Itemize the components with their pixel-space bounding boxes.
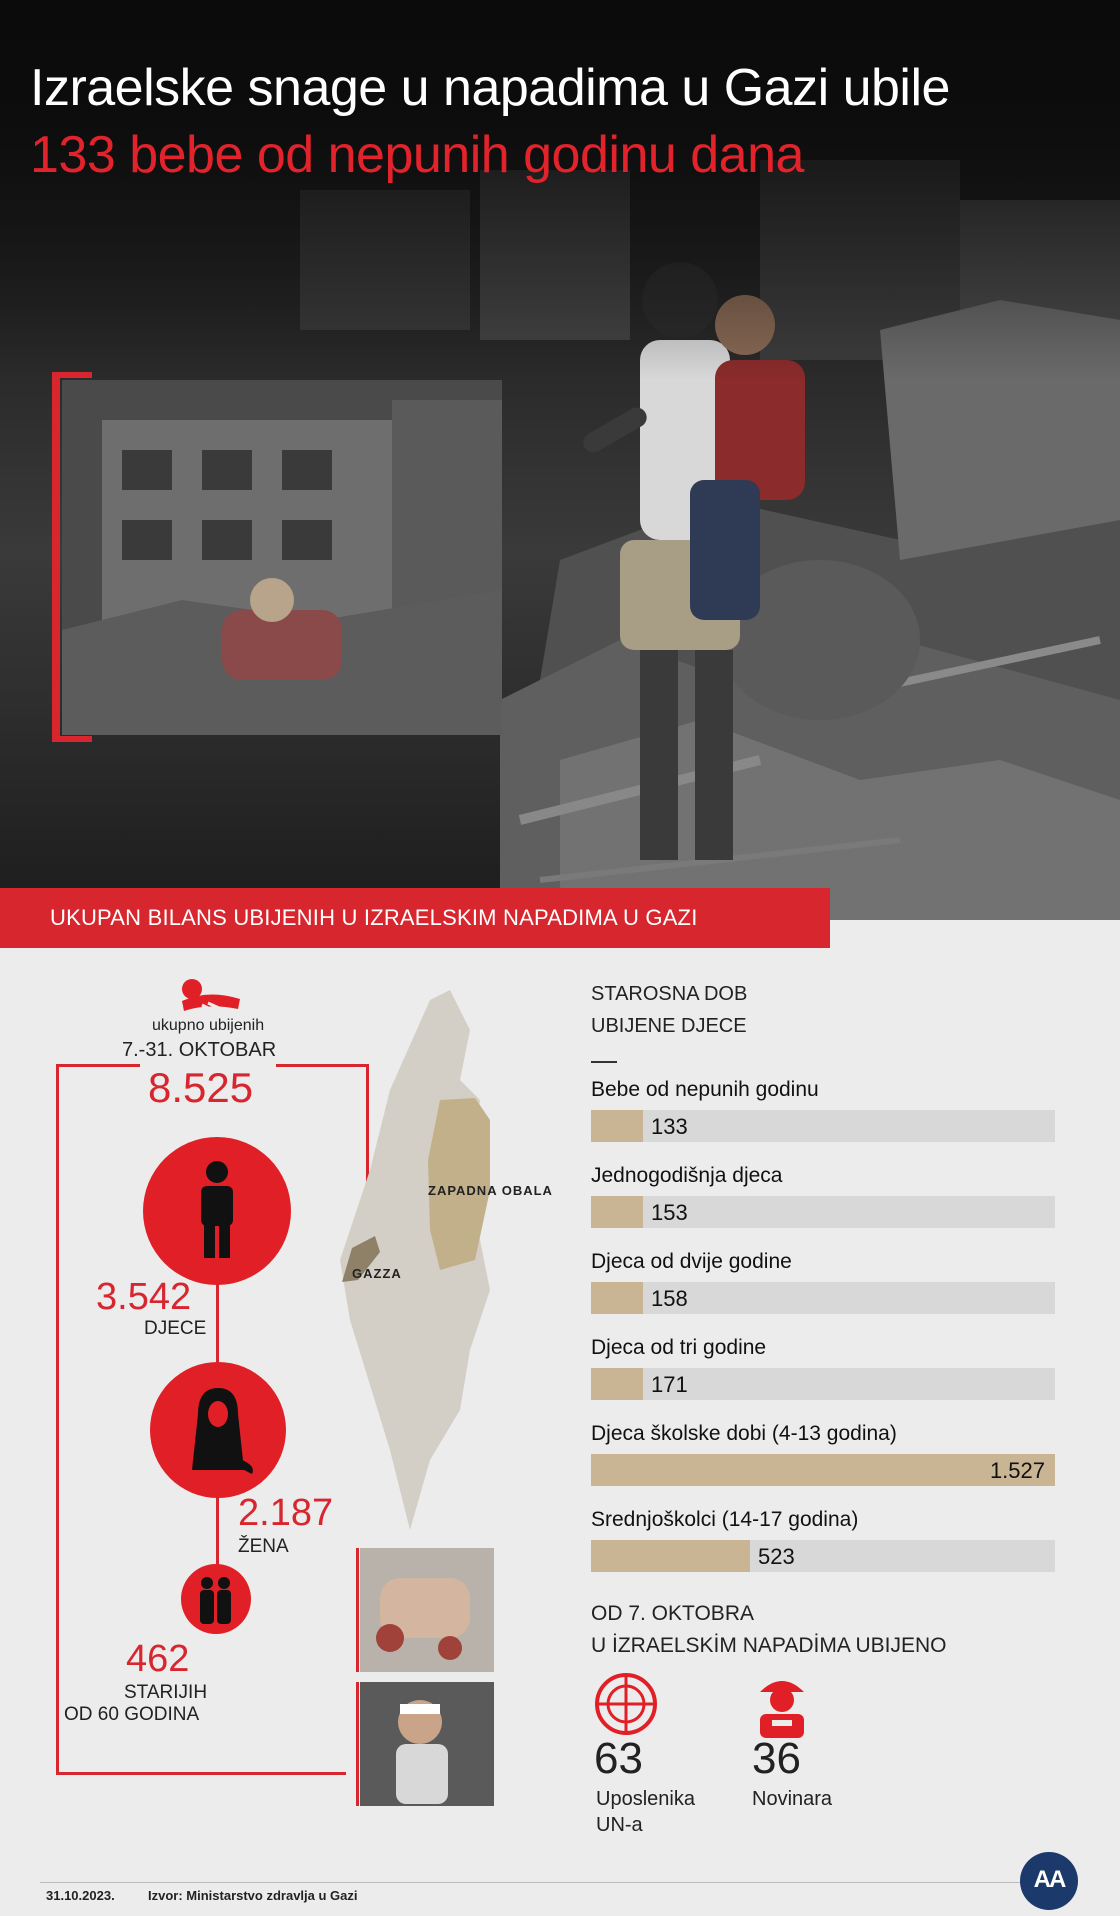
women-value: 2.187 [238, 1492, 334, 1534]
hero-section [0, 0, 1120, 920]
footer-divider [40, 1882, 1030, 1883]
elderly-value: 462 [126, 1638, 190, 1680]
photo-injured-child [360, 1682, 494, 1806]
un-staff-label-line1: Uposlenika [596, 1788, 695, 1810]
chart-title-dash [591, 1061, 617, 1063]
un-emblem-icon [594, 1672, 658, 1736]
connector-top-left [56, 1064, 140, 1067]
bar-track [591, 1368, 1055, 1400]
journalists-value: 36 [752, 1734, 801, 1783]
bar-track [591, 1540, 1055, 1572]
bar-value-label: 158 [651, 1286, 688, 1311]
total-caption-line2: 7.-31. OKTOBAR [122, 1039, 277, 1061]
anadolu-agency-logo-text: AA [1033, 1866, 1065, 1893]
photo-injured-hands [360, 1548, 494, 1672]
inset-frame-top [52, 372, 92, 378]
photo-frame-2 [356, 1682, 359, 1806]
title-line-2: 133 bebe od nepunih godinu dana [30, 126, 804, 184]
bar-fill [591, 1110, 643, 1142]
total-killed-value: 8.525 [148, 1064, 254, 1111]
bar-value-label: 523 [758, 1544, 795, 1569]
bar-fill [591, 1368, 643, 1400]
children-value: 3.542 [96, 1276, 192, 1318]
bar-fill [591, 1196, 643, 1228]
total-caption-line1: ukupno ubijenih [152, 1017, 265, 1034]
bar-value-label: 171 [651, 1372, 688, 1397]
bar-category-label: Djeca od tri godine [591, 1336, 767, 1359]
bar-value-label: 1.527 [989, 1458, 1045, 1483]
un-staff-value: 63 [594, 1734, 643, 1783]
elderly-label-line2: OD 60 GODINA [64, 1704, 200, 1725]
bar-fill [591, 1454, 1055, 1486]
bar-category-label: Djeca od dvije godine [591, 1250, 792, 1273]
chart-title-line1: STAROSNA DOB [591, 983, 748, 1005]
elderly-label-line1: STARIJIH [124, 1682, 208, 1703]
bar-track [591, 1110, 1055, 1142]
elderly-couple-icon [196, 1576, 236, 1626]
connector-left-vertical [56, 1064, 59, 1774]
child-icon [191, 1160, 243, 1260]
anadolu-agency-logo [1020, 1852, 1078, 1910]
section-banner-text: UKUPAN BILANS UBIJENIH U IZRAELSKIM NAPADIMA U GAZI [50, 905, 698, 930]
west-bank-label: ZAPADNA OBALA [428, 1183, 553, 1198]
footer-source: Izvor: Ministarstvo zdravlja u Gazi [148, 1888, 358, 1903]
bar-fill [591, 1540, 750, 1572]
since-line2: U İZRAELSKİM NAPADİMA UBIJENO [591, 1634, 947, 1657]
bar-fill [591, 1282, 643, 1314]
bar-category-label: Jednogodišnja djeca [591, 1164, 783, 1187]
footer-date: 31.10.2023. [46, 1888, 115, 1903]
woman-icon [186, 1384, 260, 1474]
title-line-1: Izraelske snage u napadima u Gazi ubile [30, 59, 950, 117]
gaza-label: GAZZA [352, 1266, 402, 1281]
photo-frame-1 [356, 1548, 359, 1672]
bar-category-label: Srednjoškolci (14-17 godina) [591, 1508, 859, 1531]
inset-frame-bottom [52, 736, 92, 742]
un-staff-label-line2: UN-a [596, 1814, 643, 1836]
inset-frame-left [52, 372, 60, 742]
since-line1: OD 7. OKTOBRA [591, 1602, 754, 1625]
bar-category-label: Bebe od nepunih godinu [591, 1078, 819, 1101]
connector-bottom [56, 1772, 346, 1775]
bar-track [591, 1196, 1055, 1228]
press-journalist-icon [752, 1670, 812, 1738]
bar-track [591, 1454, 1055, 1486]
children-label: DJECE [144, 1318, 207, 1339]
journalists-label: Novinara [752, 1788, 833, 1810]
bar-track [591, 1282, 1055, 1314]
bar-value-label: 133 [651, 1114, 688, 1139]
inset-photo-destroyed-building [62, 380, 502, 735]
victim-shroud-icon [178, 975, 244, 1015]
chart-title-line2: UBIJENE DJECE [591, 1015, 747, 1037]
palestine-map [330, 990, 560, 1540]
bar-category-label: Djeca školske dobi (4-13 godina) [591, 1422, 897, 1445]
bar-value-label: 153 [651, 1200, 688, 1225]
women-label: ŽENA [238, 1536, 289, 1557]
